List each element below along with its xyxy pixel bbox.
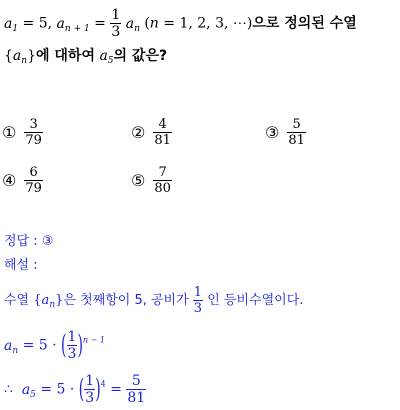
choice-3[interactable]: ③ $\frac{5}{81}$ [265,117,305,148]
math-eq5: = 5, [22,15,57,32]
formula-general-term: $a_n = 5$ · ( $\frac{1}{3}$ )$^{n - 1}$ [4,329,105,362]
math-frac-1-3: $\frac{1}{3}$ [111,7,121,40]
math-frac-ratio: $\frac{1}{3}$ [193,285,203,316]
choice-2[interactable]: ② $\frac{4}{81}$ [131,117,171,148]
math-n-range: (n = 1, 2, 3, ⋯) [144,15,253,32]
formula-a5: ∴ $a_5 = 5$ · ( $\frac{1}{3}$ )$^4$ = $\frac{5}{81}$ [4,373,146,406]
explanation-line-1: 수열 $\{a_n\}$은 첫째항이 5, 공비가 $\frac{1}{3}$ 인 등비수열이다. [4,285,304,316]
question-text-3: 의 값은? [113,48,168,64]
question-line-2 [4,46,400,71]
question-text-2: 에 대하여 [36,48,95,64]
math-set-an: $\{a_n\}$ [4,48,36,66]
choice-1[interactable]: ① $\frac{3}{79}$ [2,117,42,148]
question-line-1: $a_1 = 5$, $a_{n + 1}$ = $\frac{1}{3}$ $a_n$ (n = 1, 2, 3, ⋯)으로 정의된 수열 [4,7,357,40]
math-a5: $a_5$ [99,48,114,66]
answer-label: 정답 : ③ [4,234,54,249]
math-a1: $a_1$ [4,15,19,34]
choice-5[interactable]: ⑤ $\frac{7}{80}$ [131,165,171,196]
choice-4[interactable]: ④ $\frac{6}{79}$ [2,165,42,196]
question-text-1: 으로 정의된 수열 [252,15,357,32]
explanation-label: 해설 : [4,258,38,273]
math-an1: $a_{n + 1}$ [56,15,90,34]
math-set-an-2: $\{a_n\}$ [33,293,64,310]
